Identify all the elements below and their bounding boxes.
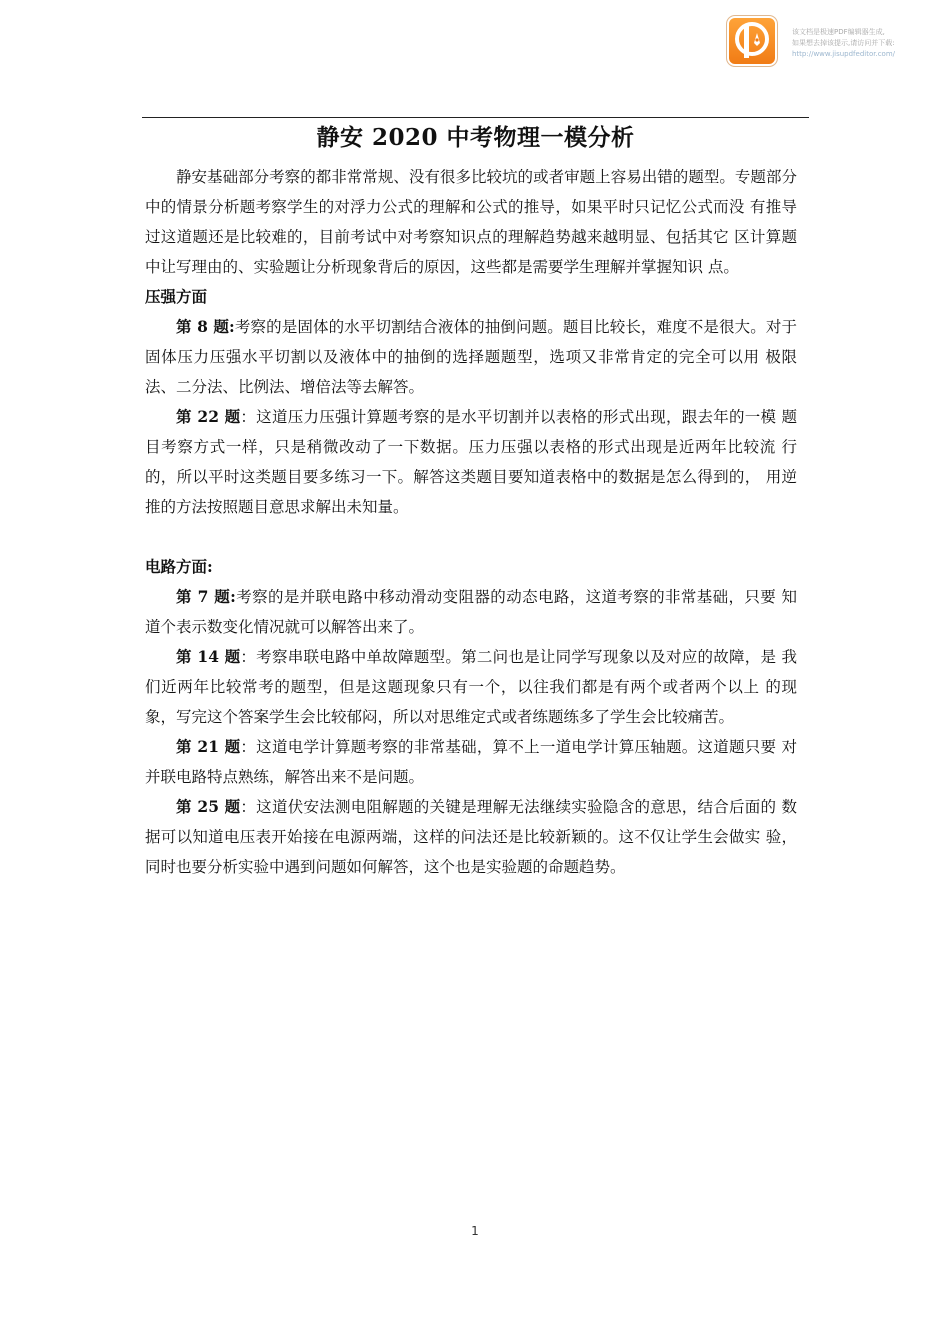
question-text: ：考察串联电路中单故障题型。第二问也是让同学写现象以及对应的故障，是 我们近两年比较常考的题型，但是这题现象只有一个，以往我们都是有两个或者两个以上 的现象，写完这个答案学生会比较郁闷，所以对思维定式或者练题练多了学生会比较痛苦。 [145, 648, 797, 726]
question-text: 考察的是并联电路中移动滑动变阻器的动态电路，这道考察的非常基础，只要 知道个表示数变化情况就可以解答出来了。 [145, 588, 797, 636]
question-text: 考察的是固体的水平切割结合液体的抽倒问题。题目比较长，难度不是很大。对于固体压力压强水平切割以及液体中的抽倒的选择题题型，选项又非常肯定的完全可以用 极限法、二分法、比例法、增倍法等去解答。 [145, 318, 797, 396]
intro-paragraph: 静安基础部分考察的都非常常规、没有很多比较坑的或者审题上容易出错的题型。专题部分中的情景分析题考察学生的对浮力公式的理解和公式的推导，如果平时只记忆公式而没 有推导过这道题还是比较难的，目前考试中对考察知识点的理解趋势越来越明显、包括其它 区计算题中让写理由的、实验题让分析现象背后的原因，这些都是需要学生理解并掌握知识 点。 [145, 168, 797, 276]
question-paragraph [145, 312, 797, 402]
blank-line [145, 522, 797, 552]
watermark-line-2: 如果想去掉该提示,请访问并下载: [792, 39, 895, 47]
question-text: ：这道伏安法测电阻解题的关键是理解无法继续实验隐含的意思，结合后面的 数据可以知道电压表开始接在电源两端，这样的问法还是比较新颖的。这不仅让学生会做实 验，同时也要分析实验中遇到问题如何解答，这个也是实验题的命题趋势。 [145, 798, 797, 876]
watermark-url-link[interactable]: http://www.jisupdfeditor.com/ [792, 50, 896, 58]
question-label: 第 22 题 [176, 407, 241, 426]
document-title: 静安 2020 中考物理一模分析 [316, 124, 635, 151]
question-paragraph [145, 792, 797, 882]
question-label: 第 14 题 [176, 647, 241, 666]
watermark-notice [792, 27, 942, 60]
question-label: 第 8 题: [176, 317, 235, 336]
section-heading-pressure: 压强方面 [145, 287, 208, 306]
question-text: ：这道压力压强计算题考察的是水平切割并以表格的形式出现，跟去年的一模 题目考察方式一样，只是稍微改动了一下数据。压力压强以表格的形式出现是近两年比较流 行的，所以平时这类题目要多练习一下。解答这类题目要知道表格中的数据是怎么得到的， 用逆推的方法按照题目意思求解出未知量。 [145, 408, 797, 516]
page-number: 1 [471, 1224, 479, 1238]
question-label: 第 21 题 [176, 737, 241, 756]
question-paragraph [145, 642, 797, 732]
pdf-editor-logo-icon [727, 16, 777, 66]
document-body [145, 162, 797, 882]
question-label: 第 7 题: [176, 587, 236, 606]
question-label: 第 25 题 [176, 797, 241, 816]
watermark-line-1: 该文档是极速PDF编辑器生成, [792, 28, 885, 36]
header-divider [142, 117, 809, 118]
question-text: ：这道电学计算题考察的非常基础，算不上一道电学计算压轴题。这道题只要 对并联电路特点熟练，解答出来不是问题。 [145, 738, 797, 786]
question-paragraph [145, 732, 797, 792]
question-paragraph [145, 402, 797, 522]
section-heading-circuit: 电路方面: [145, 557, 213, 576]
question-paragraph [145, 582, 797, 642]
